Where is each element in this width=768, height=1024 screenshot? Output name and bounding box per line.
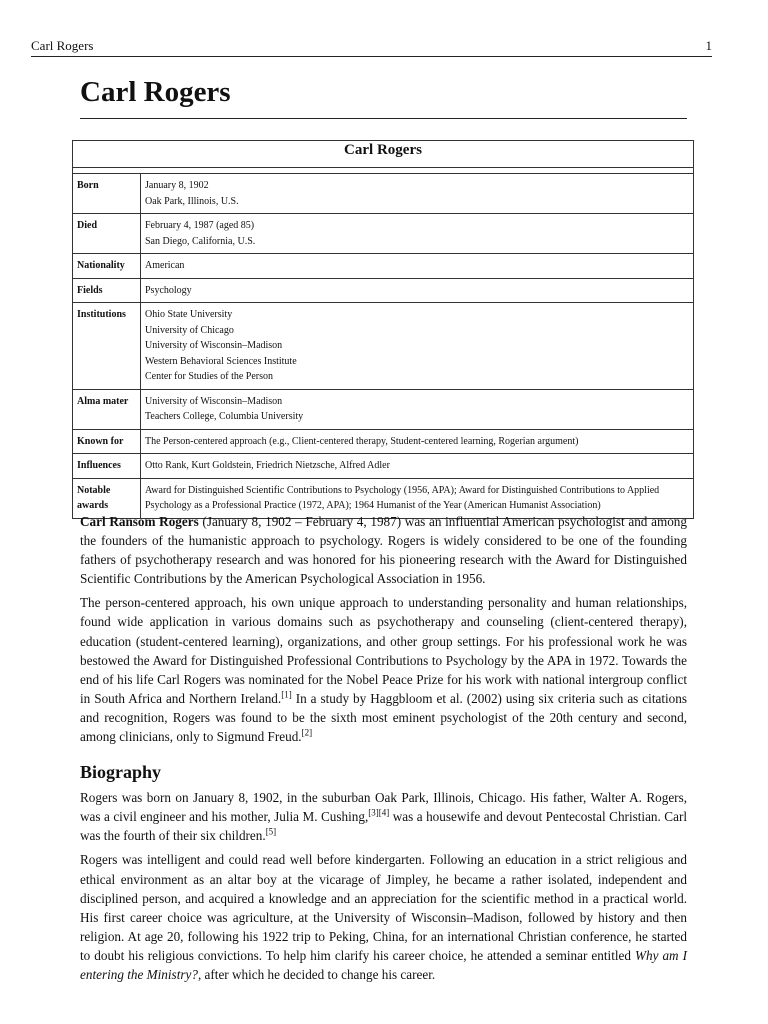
page-number: 1 xyxy=(705,38,712,53)
infobox-value-line: University of Wisconsin–Madison xyxy=(145,395,283,407)
infobox-label: Fields xyxy=(73,278,141,303)
infobox-label: Nationality xyxy=(73,254,141,279)
article-title: Carl Rogers xyxy=(80,76,231,108)
infobox-row xyxy=(73,278,694,303)
infobox-value-line: Western Behavioral Sciences Institute xyxy=(145,355,297,367)
seminar-title: Why am I entering the Ministry? xyxy=(80,947,687,982)
infobox-value-line: San Diego, California, U.S. xyxy=(145,235,256,247)
article-body xyxy=(80,512,687,989)
title-divider xyxy=(80,118,687,119)
running-header-title: Carl Rogers xyxy=(31,38,94,53)
intro-paragraph-2: The person-centered approach, his own unique approach to understanding personality and human relationships, found wide application in various domains such as psychotherapy and counseling (client-centered therapy), education (student-centered learning), organizations, and other group settings. For his professional work he was bestowed the Award for Distinguished Professional Contributions to Psychology by the APA in 1972. Towards the end of his life Carl Rogers was nominated for the Nobel Peace Prize for his work with national intergroup conflict in South Africa and Northern Ireland.[1] In a study by Haggbloom et al. (2002) using six criteria such as citations and recognition, Rogers was found to be the sixth most eminent psychologist of the 20th century and second, among clinicians, only to Sigmund Freud.[2] xyxy=(80,595,687,745)
citation-link[interactable]: [3][4] xyxy=(368,807,390,818)
infobox xyxy=(72,140,694,519)
infobox-value-line: Psychology xyxy=(145,284,192,296)
infobox-value xyxy=(141,254,694,279)
infobox-value-line: Ohio State University xyxy=(145,309,233,320)
infobox-row xyxy=(73,303,694,390)
infobox-row xyxy=(73,214,694,254)
infobox-value-line: Otto Rank, Kurt Goldstein, Friedrich Nietzsche, Alfred Adler xyxy=(145,460,390,471)
citation-link[interactable]: [5] xyxy=(265,826,277,837)
infobox-value-line: February 4, 1987 (aged 85) xyxy=(145,220,255,231)
infobox-value xyxy=(141,429,694,454)
infobox-value-line: University of Chicago xyxy=(145,324,234,336)
infobox-value-line: University of Wisconsin–Madison xyxy=(145,340,283,351)
infobox-value-line: Teachers College, Columbia University xyxy=(145,411,304,422)
running-header xyxy=(31,36,712,57)
infobox-row xyxy=(73,174,694,214)
infobox-value xyxy=(141,278,694,303)
infobox-caption: Carl Rogers xyxy=(73,141,694,168)
infobox-value-line: The Person-centered approach (e.g., Client-centered therapy, Student-centered learning, Rogerian argument) xyxy=(145,435,579,447)
infobox-value xyxy=(141,454,694,479)
infobox-label: Notable awards xyxy=(73,478,141,518)
infobox-row xyxy=(73,429,694,454)
infobox-label: Known for xyxy=(73,429,141,454)
infobox-value xyxy=(141,174,694,214)
infobox-row xyxy=(73,389,694,429)
infobox-label: Alma mater xyxy=(73,389,141,429)
infobox-value-line: Award for Distinguished Scientific Contributions to Psychology (1956, APA); Award for Distinguished Contributions to Applied Psychology as a Professional Practice (1972, APA); 1964 Humanist of the Year (American Humanist Association) xyxy=(145,484,660,511)
infobox-label: Institutions xyxy=(73,303,141,390)
infobox-value-line: Oak Park, Illinois, U.S. xyxy=(145,195,239,207)
citation-link[interactable]: [2] xyxy=(301,727,313,738)
intro-paragraph-1: Carl Ransom Rogers (January 8, 1902 – February 4, 1987) was an influential American psychologist and among the founders of the humanistic approach to psychology. Rogers is widely considered to be one of the founding fathers of psychotherapy research and was honored for his pioneering research with the Award for Distinguished Scientific Contributions by the American Psychological Association in 1956. xyxy=(80,514,687,587)
infobox-label: Born xyxy=(73,174,141,214)
infobox-value-line: American xyxy=(145,260,185,271)
citation-link[interactable]: [1] xyxy=(281,689,292,700)
infobox-value-line: Center for Studies of the Person xyxy=(145,371,274,382)
infobox-label: Influences xyxy=(73,454,141,479)
section-heading-biography: Biography xyxy=(80,762,162,783)
infobox-label: Died xyxy=(73,214,141,254)
biography-paragraph-2: Rogers was intelligent and could read well before kindergarten. Following an education in a strict religious and ethical environment as an altar boy at the vicarage of Jimpley, he became a rather isolated, independent and disciplined person, and acquired a knowledge and an appreciation for the scientific method in a practical world. His first career choice was agriculture, at the University of Wisconsin–Madison, followed by history and then religion. At age 20, following his 1922 trip to Peking, China, for an international Christian conference, he started to doubt his religious convictions. To help him clarify his career choice, he attended a seminar entitled Why am I entering the Ministry?, after which he decided to change his career. xyxy=(80,852,687,982)
infobox-row xyxy=(73,254,694,279)
subject-name: Carl Ransom Rogers xyxy=(80,514,199,529)
biography-paragraph-1: Rogers was born on January 8, 1902, in the suburban Oak Park, Illinois, Chicago. His father, Walter A. Rogers, was a civil engineer and his mother, Julia M. Cushing,[3][4] was a housewife and devout Pentecostal Christian. Carl was the fourth of their six children.[5] xyxy=(80,790,688,844)
infobox-value-line: January 8, 1902 xyxy=(145,180,209,191)
infobox-value xyxy=(141,214,694,254)
infobox-value xyxy=(141,303,694,390)
infobox-value xyxy=(141,389,694,429)
infobox-row xyxy=(73,454,694,479)
